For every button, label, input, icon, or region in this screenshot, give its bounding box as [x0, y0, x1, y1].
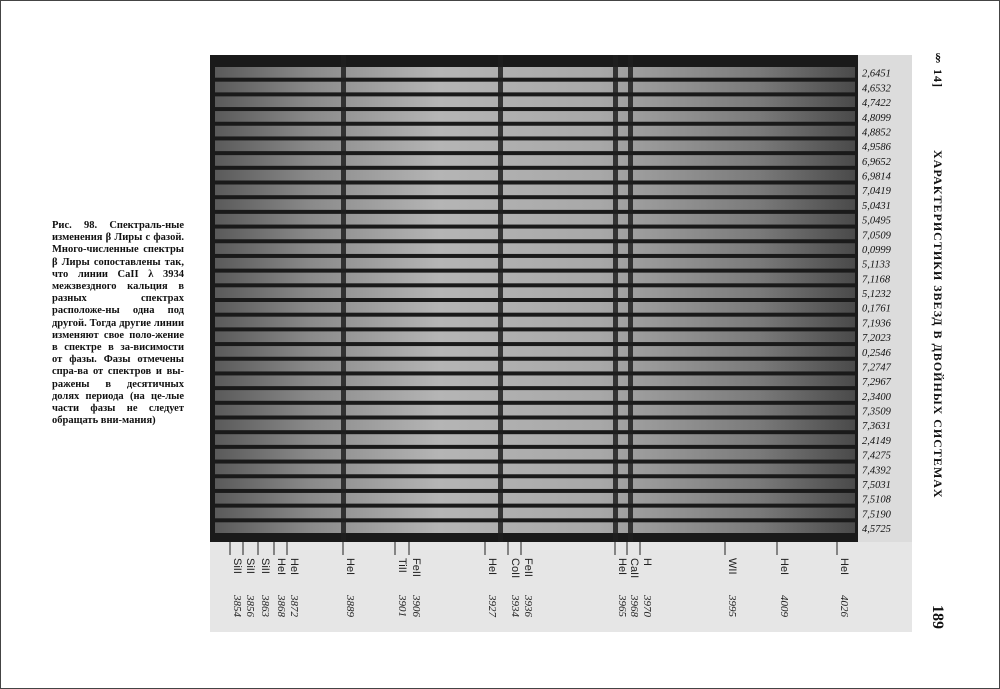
line-wavelength-label: 3856 — [244, 595, 256, 617]
line-element-label: FeII — [522, 558, 534, 577]
spectrum-strip — [215, 361, 855, 372]
line-wavelength-label: 3927 — [486, 595, 498, 617]
spectrum-strip — [215, 111, 855, 122]
phase-label: 2,3400 — [862, 391, 891, 403]
line-wavelength-label: 3906 — [410, 595, 422, 617]
phase-label: 7,0509 — [862, 230, 891, 242]
line-element-label: HeI — [275, 558, 287, 576]
line-element-label: H — [641, 558, 653, 566]
phase-label: 5,0431 — [862, 200, 891, 212]
phase-label: 7,3509 — [862, 406, 891, 418]
absorption-line — [613, 55, 618, 542]
spectrum-strip — [215, 508, 855, 519]
line-wavelength-label: 3863 — [259, 595, 271, 617]
line-element-label: HeI — [778, 558, 790, 576]
phase-label: 7,0419 — [862, 186, 891, 198]
line-element-label: HeI — [486, 558, 498, 576]
phase-label: 7,2023 — [862, 333, 891, 345]
line-element-label: HeI — [344, 558, 356, 576]
spectrum-strip — [215, 331, 855, 342]
spectrum-strip — [215, 420, 855, 431]
phase-label: 7,4392 — [862, 465, 891, 477]
spectrum-strip — [215, 96, 855, 107]
phase-label: 7,2747 — [862, 362, 891, 374]
line-element-label: SiII — [231, 558, 243, 574]
phase-label: 4,8099 — [862, 112, 891, 124]
phase-label: 7,5108 — [862, 494, 891, 506]
line-id-strip — [210, 542, 912, 632]
phase-label: 0,0999 — [862, 244, 891, 256]
phase-label: 4,6532 — [862, 83, 891, 95]
spectrum-strip — [215, 405, 855, 416]
line-wavelength-label: 3968 — [628, 595, 640, 617]
absorption-line — [628, 55, 633, 542]
spectrum-strip — [215, 449, 855, 460]
absorption-line — [498, 55, 503, 542]
spectrum-strip — [215, 375, 855, 386]
line-element-label: HeI — [616, 558, 628, 576]
line-wavelength-label: 3854 — [231, 595, 243, 617]
spectrum-strip — [215, 493, 855, 504]
spectrum-strip — [215, 478, 855, 489]
line-element-label: CoII — [509, 558, 521, 579]
line-element-label: CaII — [628, 558, 640, 579]
spectra-plate — [210, 55, 912, 632]
phase-label: 4,9586 — [862, 142, 891, 154]
spectrum-strip — [215, 243, 855, 254]
spectrum-strip — [215, 185, 855, 196]
chapter-title: ХАРАКТЕРИСТИКИ ЗВЕЗД В ДВОЙНЫХ СИСТЕМАХ — [931, 150, 945, 499]
spectrum-strip — [215, 434, 855, 445]
spectrum-strip — [215, 214, 855, 225]
phase-label: 5,1133 — [862, 259, 891, 271]
spectrum-strip — [215, 155, 855, 166]
spectrum-strip — [215, 390, 855, 401]
spectrum-strip — [215, 140, 855, 151]
line-wavelength-label: 3936 — [522, 595, 534, 617]
spectra-figure — [210, 55, 912, 632]
line-wavelength-label: 3889 — [344, 595, 356, 617]
line-element-label: TiII — [396, 558, 408, 573]
line-element-label: WII — [726, 558, 738, 575]
line-element-label: FeII — [410, 558, 422, 577]
line-element-label: HeI — [838, 558, 850, 576]
line-wavelength-label: 3995 — [726, 595, 738, 617]
spectrum-strip — [215, 67, 855, 78]
phase-label: 2,6451 — [862, 68, 891, 80]
spectrum-strip — [215, 317, 855, 328]
phase-label: 7,4275 — [862, 450, 891, 462]
phase-label: 7,2967 — [862, 377, 891, 389]
line-wavelength-label: 4026 — [838, 595, 850, 617]
phase-label: 5,1232 — [862, 289, 891, 300]
phase-label: 6,9814 — [862, 171, 891, 183]
spectrum-strip — [215, 126, 855, 137]
spectrum-strip — [215, 82, 855, 93]
phase-label: 4,5725 — [862, 524, 891, 535]
phase-label: 2,4149 — [862, 435, 891, 447]
figure-caption: Рис. 98. Спектраль-ные изменения β Лиры с фазой. Много-численные спектры β Лиры сопоставлены так, что линии CaII λ 3934 межзвездного кальция в разных спектрах расположе-ны одна под другой. Тогда другие линии изменяют свое поло-жение в спектре в за-висимости от фазы. Фазы отмечены спра-ва от спектров и вы-ражены в десятичных долях периода (на це-лые части фазы не следует обращать вни-мания) — [52, 220, 184, 427]
phase-label: 4,7422 — [862, 98, 891, 110]
line-wavelength-label: 3872 — [288, 595, 300, 617]
section-mark: § 14] — [931, 50, 945, 88]
phase-label: 0,2546 — [862, 347, 891, 359]
spectrum-strip — [215, 522, 855, 533]
line-wavelength-label: 3901 — [396, 595, 408, 617]
line-element-label: SiII — [244, 558, 256, 574]
spectrum-strip — [215, 302, 855, 313]
phase-label: 7,1936 — [862, 318, 891, 330]
spectrum-strip — [215, 287, 855, 298]
absorption-line — [341, 55, 346, 542]
phase-label: 0,1761 — [862, 303, 891, 315]
page-number: 189 — [929, 605, 946, 629]
running-header — [930, 50, 948, 530]
phase-label: 5,0495 — [862, 215, 891, 227]
phase-label: 7,1168 — [862, 274, 891, 286]
line-wavelength-label: 3970 — [641, 595, 653, 617]
spectrum-strip — [215, 273, 855, 284]
spectrum-strip — [215, 229, 855, 240]
phase-label: 7,5190 — [862, 509, 891, 521]
phase-label: 6,9652 — [862, 156, 891, 168]
spectrum-strip — [215, 199, 855, 210]
line-wavelength-label: 3965 — [616, 595, 628, 617]
spectrum-strip — [215, 258, 855, 269]
phase-label: 7,5031 — [862, 479, 891, 491]
line-wavelength-label: 3934 — [509, 595, 521, 617]
spectrum-strip — [215, 346, 855, 357]
spectrum-strip — [215, 464, 855, 475]
line-wavelength-label: 3868 — [275, 595, 287, 617]
phase-label: 7,3631 — [862, 421, 891, 433]
line-element-label: SiII — [259, 558, 271, 574]
line-element-label: HeI — [288, 558, 300, 576]
phase-label: 4,8852 — [862, 127, 891, 139]
line-wavelength-label: 4009 — [778, 595, 790, 617]
spectrum-strip — [215, 170, 855, 181]
